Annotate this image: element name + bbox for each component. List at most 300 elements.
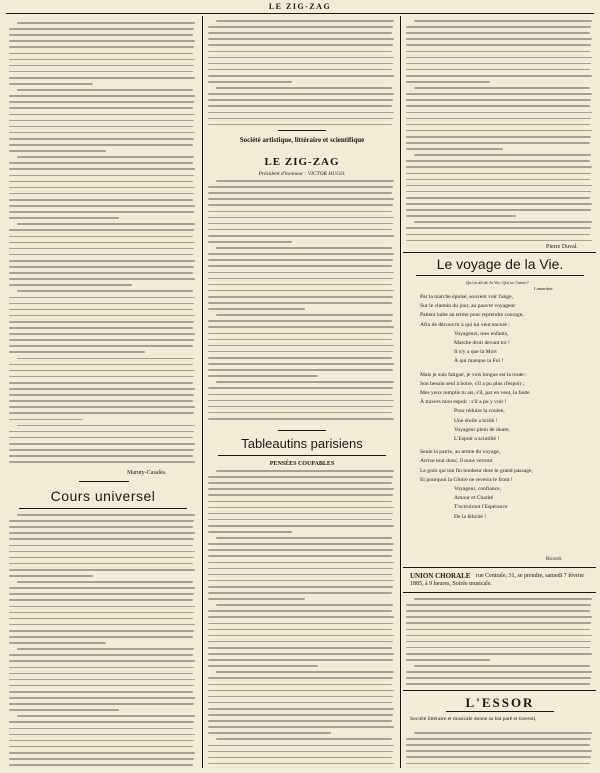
text-line (208, 519, 392, 521)
text-line (208, 75, 394, 77)
poem-line: Son besoin seul à boire, s'il a pu plus d'espoir ; (420, 380, 525, 387)
text-line (216, 671, 394, 673)
text-line (17, 648, 194, 650)
heading-rule (446, 711, 554, 712)
text-line (208, 290, 394, 292)
text-line (17, 715, 195, 717)
text-line (9, 150, 106, 152)
text-line (208, 345, 394, 347)
text-line (406, 191, 591, 193)
text-line (216, 537, 392, 539)
text-line (208, 623, 393, 625)
text-line (9, 345, 193, 347)
text-line (208, 63, 393, 65)
text-line (406, 683, 590, 685)
text-line (9, 538, 194, 540)
text-line (208, 501, 392, 503)
text-line (406, 148, 503, 150)
text-line (9, 569, 195, 571)
poem-line: Voyageurs, mes enfants, (454, 330, 509, 337)
poem-line: Sur le chemin du jour, au pauvre voyageur (420, 303, 516, 310)
cours-universel-heading: Cours universel (50, 488, 156, 504)
society-title: Société artistique, littéraire et scientifique (239, 136, 365, 144)
text-line (9, 187, 195, 189)
text-line (208, 118, 393, 120)
text-line (406, 160, 590, 162)
text-line (9, 606, 195, 608)
text-line (406, 641, 591, 643)
text-line (9, 437, 193, 439)
union-chorale-text: rue Centrale, 31, se prendre, samedi 7 février 1885, à 9 heures, Soirée musicale. (410, 573, 585, 587)
text-line (9, 642, 106, 644)
text-line (208, 369, 393, 371)
text-line (9, 53, 193, 55)
text-line (9, 34, 193, 36)
text-line (406, 32, 590, 34)
text-line (406, 635, 592, 637)
poem-line: Mais je suis fatigué, je vois longue est la route : (420, 371, 527, 378)
text-line (414, 221, 592, 223)
text-line (9, 132, 195, 134)
heading-rule (218, 455, 386, 456)
text-line (208, 568, 393, 570)
poem-line: Une étoile a brillé ! (454, 417, 498, 424)
text-line (9, 46, 194, 48)
text-line (406, 750, 592, 752)
text-line (9, 229, 194, 231)
text-line (9, 461, 195, 463)
poem-line: Mes yeux remplis tu ais, s'il, par en veut, la faute (420, 390, 530, 396)
text-line (406, 130, 592, 132)
text-line (406, 105, 590, 107)
text-line (208, 531, 292, 533)
text-line (406, 756, 591, 758)
text-line (208, 555, 392, 557)
text-line (208, 326, 394, 328)
poem-line: De la félicité ! (454, 513, 487, 520)
text-line (208, 659, 393, 661)
text-line (208, 720, 392, 722)
left-signature: Maruty-Casalès. (127, 470, 167, 476)
text-line (208, 38, 394, 40)
text-line (208, 272, 394, 274)
poem-line: Le goût qui ton fin bonheur dure le grand passage, (420, 467, 533, 474)
poem-epigraph-author: Lamartine. (534, 286, 554, 291)
text-line (9, 120, 194, 122)
text-line (208, 562, 394, 564)
text-line (406, 173, 591, 175)
poem-epigraph: Qu'on dit de la Vie: Qui ne l'aime? (466, 280, 529, 285)
text-line (9, 709, 119, 711)
column-divider-1 (202, 16, 203, 768)
poem-line: À qui manque la Foi ! (454, 358, 504, 365)
text-line (208, 507, 394, 509)
heading-rule (19, 508, 187, 509)
text-line (9, 351, 145, 353)
text-line (208, 57, 394, 59)
text-line (406, 75, 592, 77)
text-line (208, 690, 394, 692)
text-line (208, 714, 393, 716)
text-line (208, 400, 394, 402)
text-line (208, 308, 305, 310)
text-line (208, 629, 392, 631)
text-line (9, 83, 93, 85)
text-line (216, 247, 392, 249)
text-line (208, 81, 292, 83)
text-line (216, 604, 393, 606)
text-line (9, 746, 193, 748)
text-line (9, 101, 194, 103)
text-line (9, 545, 193, 547)
text-line (9, 71, 193, 73)
right-column (406, 18, 594, 768)
text-line (9, 764, 193, 766)
text-line (406, 215, 516, 217)
text-line (414, 154, 591, 156)
text-line (406, 81, 490, 83)
text-line (208, 223, 393, 225)
text-line (208, 351, 393, 353)
text-line (406, 616, 592, 618)
text-line (208, 751, 393, 753)
text-line (17, 290, 193, 292)
text-line (208, 112, 394, 114)
text-line (208, 235, 394, 237)
text-line (414, 87, 590, 89)
poem-line: Arrive tout donc, il nous verront (420, 458, 493, 465)
text-line (208, 93, 394, 95)
text-line (9, 685, 194, 687)
text-line (208, 211, 392, 213)
text-line (9, 95, 195, 97)
text-line (9, 309, 193, 311)
text-line (9, 77, 195, 79)
text-line (406, 57, 592, 59)
text-line (9, 297, 195, 299)
text-line (208, 284, 392, 286)
text-line (208, 259, 393, 261)
text-line (9, 734, 195, 736)
text-line (406, 93, 592, 95)
text-line (406, 118, 591, 120)
text-line (9, 400, 193, 402)
text-line (216, 87, 392, 89)
text-line (9, 333, 195, 335)
text-line (9, 697, 195, 699)
text-line (9, 721, 194, 723)
text-line (208, 278, 393, 280)
poem-line: Et pourquoi la Gloire ne reverra le front ! (420, 476, 513, 483)
text-line (17, 156, 194, 158)
text-line (9, 455, 193, 457)
poem-author: Ricordi. (546, 557, 563, 562)
text-line (9, 728, 193, 730)
text-line (9, 691, 193, 693)
separator (278, 430, 326, 431)
text-line (208, 513, 393, 515)
text-line (208, 763, 394, 765)
text-line (406, 677, 591, 679)
text-line (406, 112, 592, 114)
text-line (208, 708, 394, 710)
text-line (9, 40, 195, 42)
text-line (17, 223, 195, 225)
text-line (208, 192, 392, 194)
text-line (9, 339, 194, 341)
text-line (208, 653, 394, 655)
text-line (9, 321, 194, 323)
separator (403, 567, 596, 568)
text-line (414, 665, 590, 667)
column-divider-2 (400, 16, 401, 768)
text-line (216, 381, 394, 383)
text-line (406, 124, 590, 126)
text-line (406, 38, 592, 40)
text-line (208, 105, 392, 107)
text-line (406, 240, 592, 242)
text-line (9, 303, 194, 305)
poem-line: L'Espoir a scintillé ! (454, 436, 500, 442)
text-line (208, 302, 392, 304)
separator (79, 481, 129, 482)
text-line (208, 635, 394, 637)
tableautins-subtitle: PENSÉES COUPABLES (269, 461, 335, 467)
text-line (406, 44, 591, 46)
text-line (9, 211, 194, 213)
poem-line: À travers mon espoir : s'il a pu y voir ! (420, 399, 507, 406)
separator (403, 592, 596, 593)
text-line (9, 65, 194, 67)
text-line (208, 412, 392, 414)
text-line (9, 431, 194, 433)
text-line (9, 703, 194, 705)
text-line (208, 229, 392, 231)
text-line (216, 470, 394, 472)
text-line (208, 69, 392, 71)
text-line (406, 659, 490, 661)
text-line (208, 320, 392, 322)
text-line (208, 684, 392, 686)
text-line (9, 667, 194, 669)
text-line (208, 726, 394, 728)
text-line (208, 586, 393, 588)
text-line (406, 69, 590, 71)
text-line (9, 575, 93, 577)
text-line (9, 126, 193, 128)
text-line (17, 22, 195, 24)
text-line (208, 406, 393, 408)
text-line (208, 418, 394, 420)
text-line (9, 260, 195, 262)
text-line (9, 526, 193, 528)
text-line (208, 387, 393, 389)
text-line (406, 744, 590, 746)
text-line (216, 180, 394, 182)
text-line (9, 327, 193, 329)
text-line (208, 217, 394, 219)
text-line (9, 654, 193, 656)
text-line (208, 241, 292, 243)
text-line (9, 624, 195, 626)
text-line (9, 162, 193, 164)
text-line (208, 357, 392, 359)
poem-line: Par la marche épuisé, souvent voir l'ange, (420, 294, 513, 300)
text-line (9, 107, 193, 109)
essor-heading: L'ESSOR (465, 695, 535, 710)
text-line (208, 525, 394, 527)
poem-line: Amour et Charité (454, 495, 494, 502)
text-line (9, 520, 194, 522)
text-line (208, 186, 393, 188)
text-line (9, 673, 193, 675)
text-line (414, 598, 592, 600)
text-line (9, 236, 193, 238)
text-line (208, 641, 393, 643)
text-line (208, 494, 393, 496)
text-line (208, 124, 392, 126)
text-line (208, 598, 305, 600)
text-line (9, 630, 194, 632)
text-line (9, 419, 83, 421)
text-line (9, 193, 194, 195)
text-line (208, 580, 394, 582)
text-line (406, 763, 590, 765)
text-line (406, 653, 592, 655)
text-line (9, 364, 193, 366)
text-line (9, 278, 195, 280)
text-line (208, 757, 392, 759)
society-name: LE ZIG-ZAG (264, 156, 340, 168)
text-line (9, 242, 195, 244)
text-line (216, 314, 393, 316)
poem-line: Afin de découvrir à qui lui veut encore : (420, 321, 510, 328)
text-line (208, 488, 394, 490)
text-line (9, 612, 194, 614)
text-line (406, 622, 591, 624)
text-line (9, 532, 195, 534)
text-line (9, 660, 195, 662)
text-line (9, 740, 194, 742)
text-line (9, 315, 195, 317)
essor-text: Société littéraire et musicale donne sa bal paré et travesti, (410, 716, 537, 722)
text-line (9, 175, 194, 177)
text-line (216, 738, 392, 740)
text-line (406, 51, 590, 53)
text-line (9, 217, 119, 219)
text-line (406, 738, 591, 740)
text-line (9, 272, 193, 274)
text-line (406, 166, 592, 168)
masthead: LE ZIG-ZAG (268, 2, 332, 11)
text-line (9, 618, 193, 620)
text-line (208, 32, 392, 34)
text-line (406, 227, 591, 229)
text-line (406, 136, 591, 138)
poem-line: Pour réduire la coulee, (454, 408, 505, 415)
text-line (9, 266, 194, 268)
text-line (9, 406, 195, 408)
text-line (9, 114, 195, 116)
text-line (208, 482, 392, 484)
text-line (208, 732, 331, 734)
text-line (17, 514, 195, 516)
text-line (208, 375, 318, 377)
text-line (406, 26, 591, 28)
text-line (406, 179, 590, 181)
text-line (406, 63, 591, 65)
text-line (9, 205, 195, 207)
text-line (9, 138, 194, 140)
text-line (208, 99, 393, 101)
text-line (9, 752, 195, 754)
text-line (406, 142, 590, 144)
text-line (9, 59, 195, 61)
text-line (208, 665, 318, 667)
poem-line: Marche droit devant toi ! (454, 340, 510, 346)
text-line (406, 209, 591, 211)
text-line (208, 574, 392, 576)
text-line (9, 587, 195, 589)
text-line (9, 412, 194, 414)
text-line (9, 593, 194, 595)
text-line (208, 702, 392, 704)
text-line (406, 185, 592, 187)
text-line (208, 394, 392, 396)
text-line (9, 181, 193, 183)
text-line (208, 204, 393, 206)
separator (278, 130, 326, 131)
text-line (9, 557, 194, 559)
text-line (406, 629, 590, 631)
text-line (9, 563, 193, 565)
poem-line: Il n'y a que la Mort (454, 349, 497, 356)
text-line (9, 449, 194, 451)
text-line (17, 425, 195, 427)
text-line (9, 382, 193, 384)
poem-line: T'octroiront l'Espérance (454, 504, 508, 511)
text-line (9, 248, 194, 250)
text-line (17, 581, 193, 583)
heading-rule (416, 275, 584, 276)
text-line (9, 254, 193, 256)
text-line (406, 197, 590, 199)
text-line (9, 388, 195, 390)
text-line (9, 199, 193, 201)
left-column (9, 18, 197, 768)
text-line (208, 198, 394, 200)
text-line (9, 376, 194, 378)
poem-line: Seule la patrie, au terme du voyage, (420, 449, 501, 456)
text-line (406, 610, 590, 612)
text-line (216, 20, 394, 22)
text-line (17, 358, 194, 360)
masthead-rule (6, 13, 594, 14)
text-line (406, 671, 592, 673)
text-line (208, 339, 392, 341)
text-line (208, 677, 393, 679)
text-line (208, 363, 394, 365)
text-line (9, 284, 132, 286)
text-line (208, 476, 393, 478)
union-chorale-title: UNION CHORALE (410, 572, 471, 580)
text-line (9, 599, 193, 601)
text-line (208, 616, 394, 618)
text-line (9, 370, 195, 372)
text-line (208, 296, 393, 298)
separator (403, 252, 596, 253)
text-line (9, 28, 194, 30)
